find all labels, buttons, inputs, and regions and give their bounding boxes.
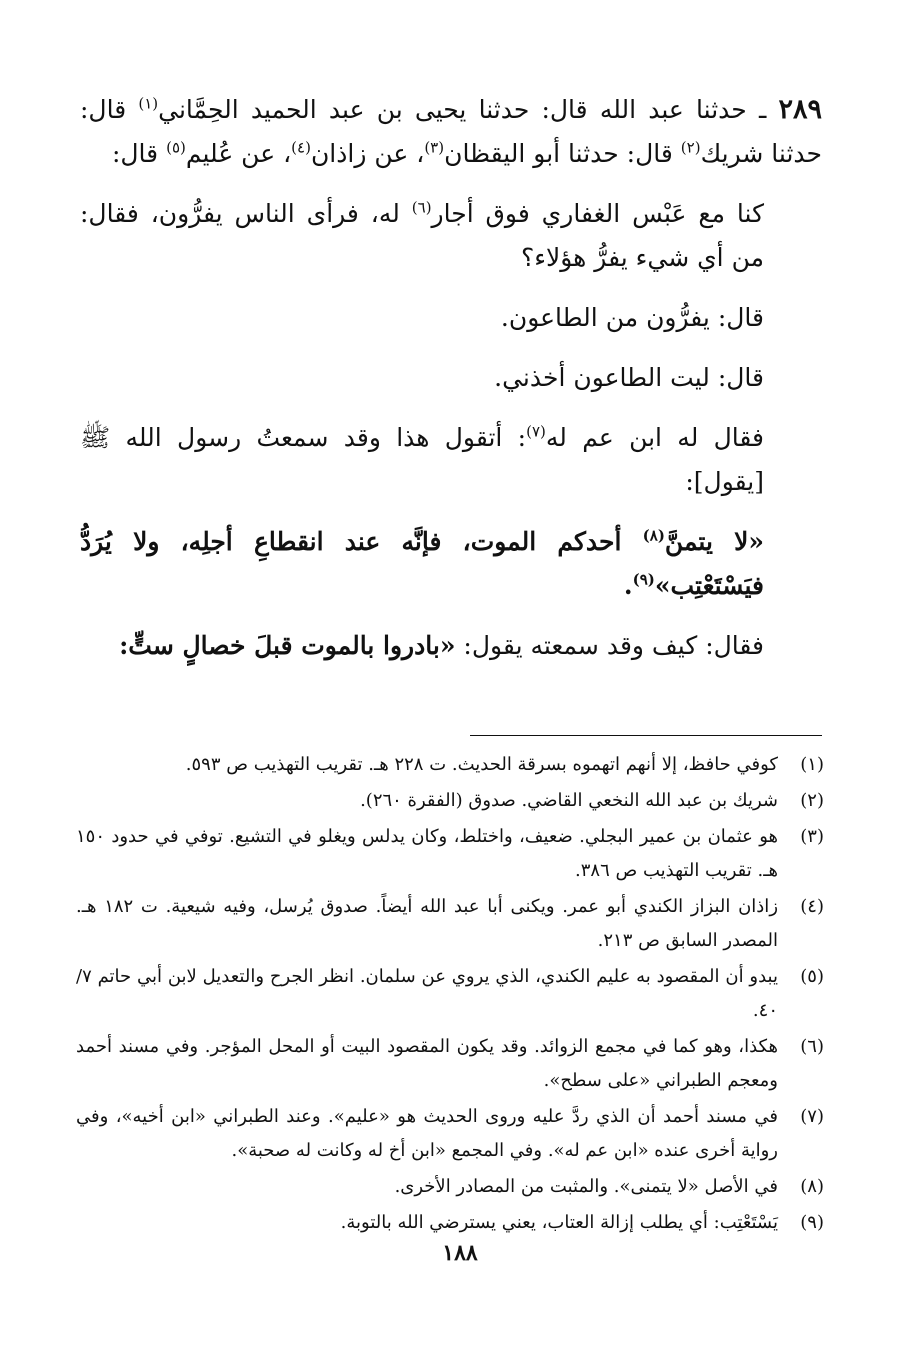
hadith-number: ٢٨٩ <box>778 94 822 125</box>
isnad-text: ، عن زاذان <box>310 139 425 168</box>
footnote-item <box>76 784 824 818</box>
footnote-number: (٧) <box>800 1106 824 1127</box>
prophetic-saying <box>80 520 822 608</box>
footnote-item <box>76 820 824 888</box>
footnote-number: (٩) <box>800 1212 824 1233</box>
footnote-text: هكذا، وهو كما في مجمع الزوائد. وقد يكون المقصود البيت أو المحل المؤجر. وفي مسند أحمد ومعجم الطبراني «على سطح». <box>76 1036 778 1091</box>
narration-text: فقال له ابن عم له <box>545 423 764 452</box>
footnote-text: يَسْتَعْتِب: أي يطلب إزالة العتاب، يعني يسترضي الله بالتوبة. <box>340 1212 778 1233</box>
footnote-ref: (٨) <box>642 526 665 545</box>
footnote-ref: (٥) <box>166 138 186 157</box>
footnote-text: كوفي حافظ، إلا أنهم اتهموه بسرقة الحديث. ت ٢٢٨ هـ. تقريب التهذيب ص ٥٩٣. <box>185 754 778 775</box>
footnote-number: (٦) <box>800 1036 824 1057</box>
footnote-item <box>76 1100 824 1168</box>
narration-paragraph <box>80 624 822 668</box>
footnote-ref: (٧) <box>526 422 546 441</box>
saying-text: . <box>623 571 633 600</box>
footnote-ref: (٢) <box>680 138 701 157</box>
footnote-text: شريك بن عبد الله النخعي القاضي. صدوق (الفقرة ٢٦٠). <box>360 790 778 811</box>
isnad-text: ، عن عُليم <box>185 139 292 168</box>
footnote-text: في مسند أحمد أن الذي ردَّ عليه وروى الحديث هو «عليم». وعند الطبراني «ابن أخيه»، وفي رواية أخرى عنده «ابن عم له». وفي المجمع «ابن أخ له وكانت له صحبة». <box>76 1106 778 1161</box>
footnote-number: (٥) <box>800 966 824 987</box>
isnad-paragraph <box>80 88 822 176</box>
narration-text: : أتقول هذا وقد سمعتُ رسول الله ﷺ [يقول]: <box>80 423 764 496</box>
footnote-ref: (٣) <box>424 138 445 157</box>
footnote-ref: (٦) <box>411 198 432 217</box>
narration-paragraph <box>80 416 822 504</box>
isnad-text: ـ حدثنا عبد الله قال: حدثنا يحيى بن عبد الحميد الحِمَّاني <box>158 95 779 124</box>
footnote-ref: (١) <box>138 94 159 113</box>
footnote-ref: (٩) <box>632 570 655 589</box>
footnote-item <box>76 748 824 782</box>
isnad-text: قال: حدثنا أبو اليقظان <box>444 139 681 168</box>
narration-text: له، فرأى الناس يفرُّون، فقال: من أي شيء يفرُّ هؤلاء؟ <box>80 199 764 272</box>
isnad-text: قال: حدثنا شريك <box>80 95 822 168</box>
footnotes <box>76 748 824 1242</box>
footnote-text: هو عثمان بن عمير البجلي. ضعيف، واختلط، وكان يدلس ويغلو في التشيع. توفي في حدود ١٥٠ هـ. تقريب التهذيب ص ٣٨٦. <box>76 826 778 881</box>
isnad-text: قال: <box>111 139 167 168</box>
footnote-number: (٨) <box>800 1176 824 1197</box>
footnote-text: في الأصل «لا يتمنى». والمثبت من المصادر الأخرى. <box>394 1176 778 1197</box>
saying-text: «لا يتمنَّ <box>664 527 764 556</box>
footnote-item <box>76 1030 824 1098</box>
footnote-number: (٢) <box>800 790 824 811</box>
hadith-body <box>80 88 822 684</box>
footnote-number: (١) <box>800 754 824 775</box>
footnote-number: (٣) <box>800 826 824 847</box>
saying-text: أحدكم الموت، فإنَّه عند انقطاعِ أجلِه، ولا يُرَدُّ فيَسْتَعْتِب» <box>80 527 764 600</box>
footnote-item <box>76 1170 824 1204</box>
page-number: ١٨٨ <box>442 1240 478 1266</box>
narration-paragraph: قال: يفرُّون من الطاعون. <box>500 303 764 332</box>
footnote-item <box>76 960 824 1028</box>
narration-paragraph: قال: ليت الطاعون أخذني. <box>494 363 764 392</box>
saying-text: «بادروا بالموت قبلَ خصالٍ ستٍّ: <box>119 631 456 660</box>
footnote-ref: (٤) <box>291 138 311 157</box>
footnote-text: زاذان البزاز الكندي أبو عمر. ويكنى أبا عبد الله أيضاً. صدوق يُرسل، وفيه شيعية. ت ١٨٢ هـ. المصدر السابق ص ٢١٣. <box>76 896 779 951</box>
footnote-item <box>76 1206 824 1240</box>
footnote-text: يبدو أن المقصود به عليم الكندي، الذي يروي عن سلمان. انظر الجرح والتعديل لابن أبي حاتم ٧/ ٤٠. <box>76 966 778 1021</box>
narration-text: فقال: كيف وقد سمعته يقول: <box>455 631 764 660</box>
narration-text: كنا مع عَبْس الغفاري فوق أجار <box>431 199 764 228</box>
footnote-number: (٤) <box>800 896 824 917</box>
footnote-item <box>76 890 824 958</box>
narration-paragraph <box>80 192 822 280</box>
footnote-divider <box>470 735 822 736</box>
